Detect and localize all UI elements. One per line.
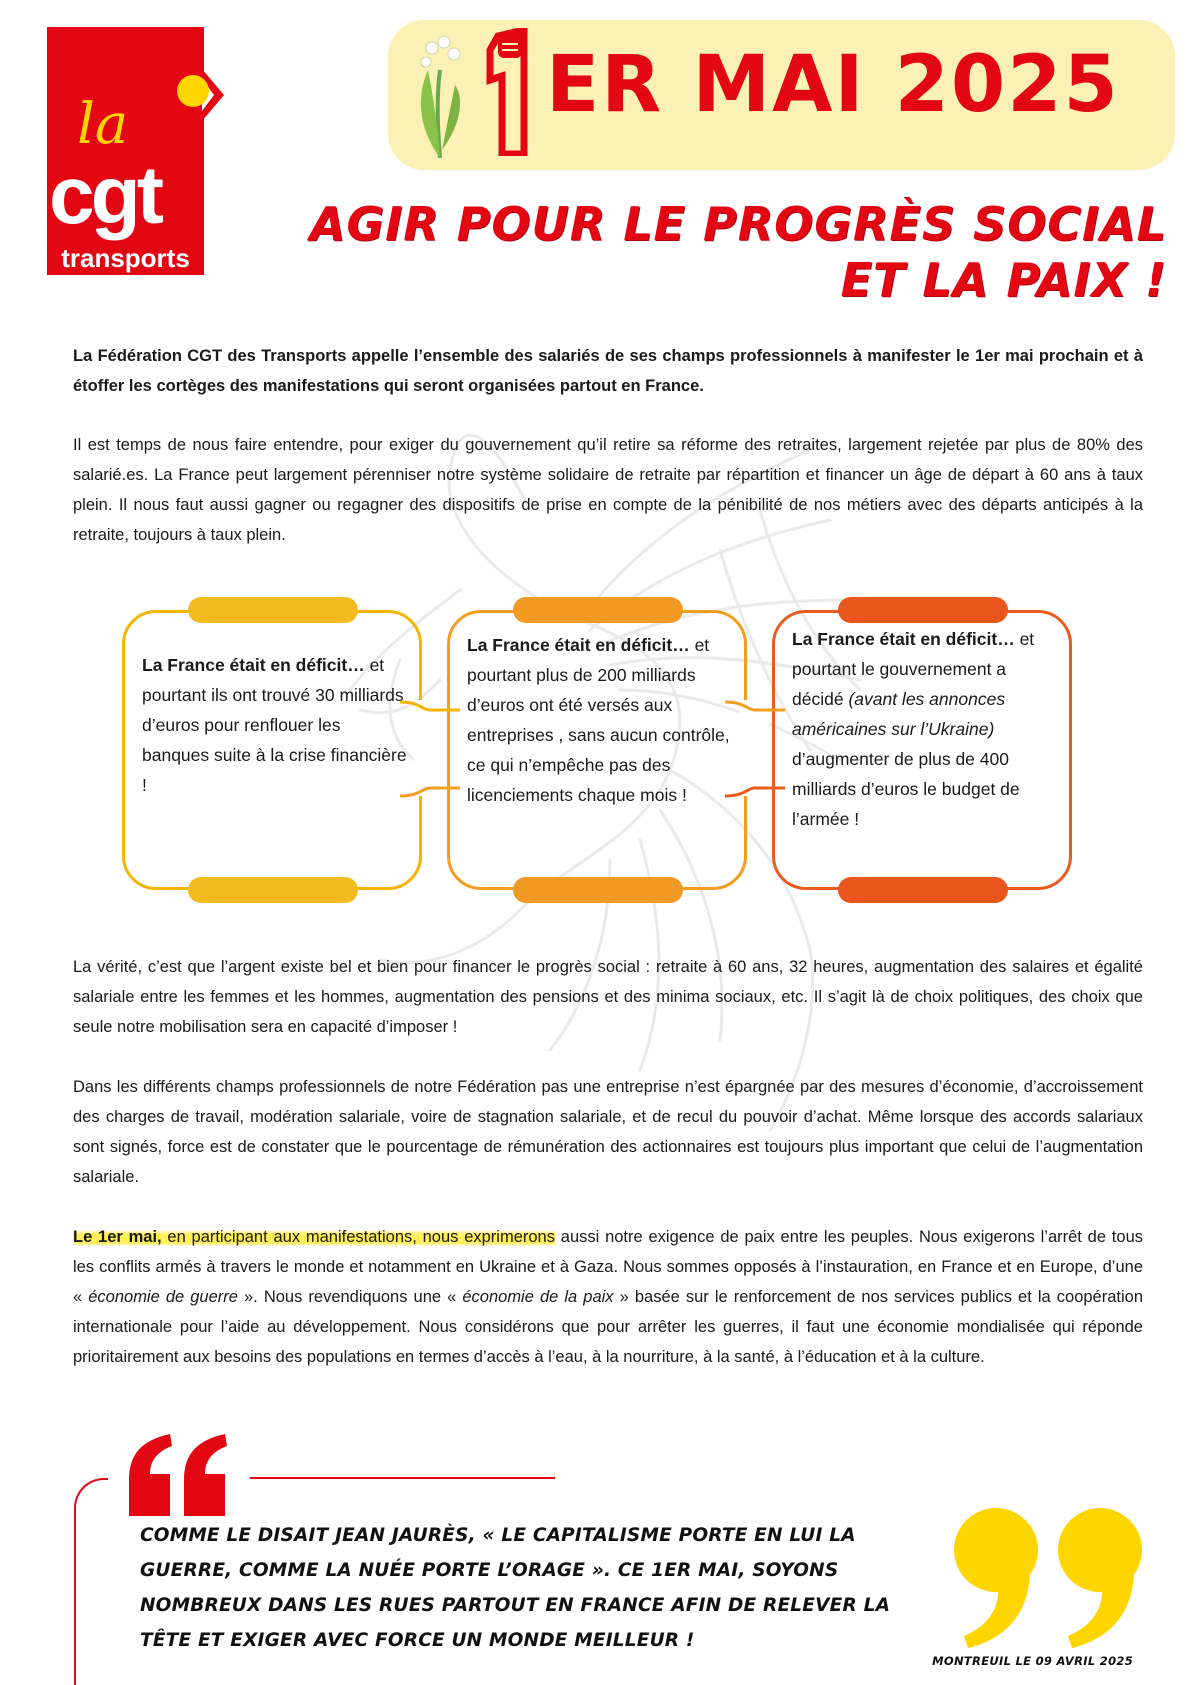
card-text [792,624,1057,834]
card-body: et pourtant ils ont trouvé 30 milliards d’euros pour renflouer les banques suite à la crise financière ! [142,655,407,795]
open-quote-icon [124,1432,234,1516]
card-body-italic: (avant les annonces américaines sur l’Ukraine) [792,689,1006,739]
card-body: et pourtant plus de 200 milliards d’euros ont été versés aux entreprises , sans aucun contrôle, ce qui n’empêche pas des licenciements chaque mois ! [467,635,730,805]
main-title: ER MAI 2025 [546,40,1120,130]
card-tab-top [513,597,683,623]
card-tab-top [838,597,1008,623]
card-tab-bottom [838,877,1008,903]
close-quote-icon [948,1500,1158,1650]
quote-rule [250,1477,555,1479]
subtitle-line-1: AGIR POUR LE PROGRÈS SOCIAL [309,197,1167,251]
card-text [142,650,407,800]
number-one-fist-icon [480,28,538,156]
champs-professionnels-paragraph: Dans les différents champs professionnels de notre Fédération pas une entreprise n’est épargnée par des mesures d’économie, d’accroissement des charges de travail, modération salariale, voire de stagnation salariale, et de recul du pouvoir d’achat. Même lorsque des accords salariaux sont signés, force est de constater que le pourcentage de rémunération des actionnaires est toujours plus important que celui de l’augmentation salariale. [73,1078,1143,1186]
logo-sun [177,75,209,107]
p4-highlight: en participant aux manifestations, nous exprimerons [161,1228,555,1246]
p4-italic-2: économie de la paix [462,1288,614,1306]
card-lead: La France était en déficit… [467,635,690,655]
cgt-transports-logo [47,27,204,275]
p4-text-3: » basée sur le renforcement de nos services publics et la coopération internationale pour l’aide au développement. Nous considérons que pour arrêter les guerres, il faut une économie mondialisée qui réponde prioritairement aux besoins des populations en termes d’accès à l’eau, à la nourriture, à la santé, à l’éducation et à la culture. [73,1288,1143,1366]
intro-paragraph: La Fédération CGT des Transports appelle l’ensemble des salariés de ses champs professionnels à manifester le 1er mai prochain et à étoffer les cortèges des manifestations qui seront organisées partout en France. [73,347,1143,395]
subtitle-line-2: ET LA PAIX ! [840,253,1167,307]
date-location: MONTREUIL LE 09 AVRIL 2025 [932,1654,1133,1668]
lily-of-the-valley-icon [410,30,470,160]
logo-la: la [77,92,129,157]
p4-italic-1: économie de guerre [88,1288,238,1306]
p4-text-1: aussi notre exigence de paix entre les peuples. Nous exigerons l’arrêt de tous les conflits armés à travers le monde et notamment en Ukraine et à Gaza. Nous sommes opposés à l’instauration, en France et en Europe, d’une « [73,1228,1143,1306]
deficit-card-banks [122,610,422,890]
card-tab-top [188,597,358,623]
subtitle [310,196,1167,308]
p4-text-2: ». Nous revendiquons une « [237,1288,463,1306]
card-lead: La France était en déficit… [792,629,1015,649]
paix-paragraph [73,1222,1143,1372]
card-lead: La France était en déficit… [142,655,365,675]
retraites-paragraph: Il est temps de nous faire entendre, pour exiger du gouvernement qu’il retire sa réforme des retraites, largement rejetée par plus de 80% des salarié.es. La France peut largement pérenniser notre système solidaire de retraite par répartition et financer un âge de départ à 60 ans à taux plein. Il nous faut aussi gagner ou regagner des dispositifs de prise en compte de la pénibilité de nos métiers avec des départs anticipés à la retraite, toujours à taux plein. [73,436,1143,544]
card-body-after: d’augmenter de plus de 400 milliards d’euros le budget de l’armée ! [792,749,1020,829]
logo-cgt: cgt [49,150,160,241]
card-tab-bottom [513,877,683,903]
quote-bracket [74,1478,108,1685]
p4-lead: Le 1er mai, [73,1228,162,1246]
card-connector-curves [400,690,820,810]
progres-social-paragraph: La vérité, c’est que l’argent existe bel et bien pour financer le progrès social : retraite à 60 ans, 32 heures, augmentation des salaires et égalité salariale entre les femmes et les hommes, augmentation des pensions et des minima sociaux, etc. Il s’agit là de choix politiques, des choix que seule notre mobilisation sera en capacité d’imposer ! [73,958,1143,1036]
jaures-quote: COMME LE DISAIT JEAN JAURÈS, « LE CAPITALISME PORTE EN LUI LA GUERRE, COMME LA NUÉE PORTE L’ORAGE ». CE 1ER MAI, SOYONS NOMBREUX DANS LES RUES PARTOUT EN FRANCE AFIN DE RELEVER LA TÊTE ET EXIGER AVEC FORCE UN MONDE MEILLEUR ! [140,1525,891,1651]
logo-transports: transports [61,243,190,273]
card-body-before: et pourtant le gouvernement a décidé [792,629,1035,709]
card-tab-bottom [188,877,358,903]
